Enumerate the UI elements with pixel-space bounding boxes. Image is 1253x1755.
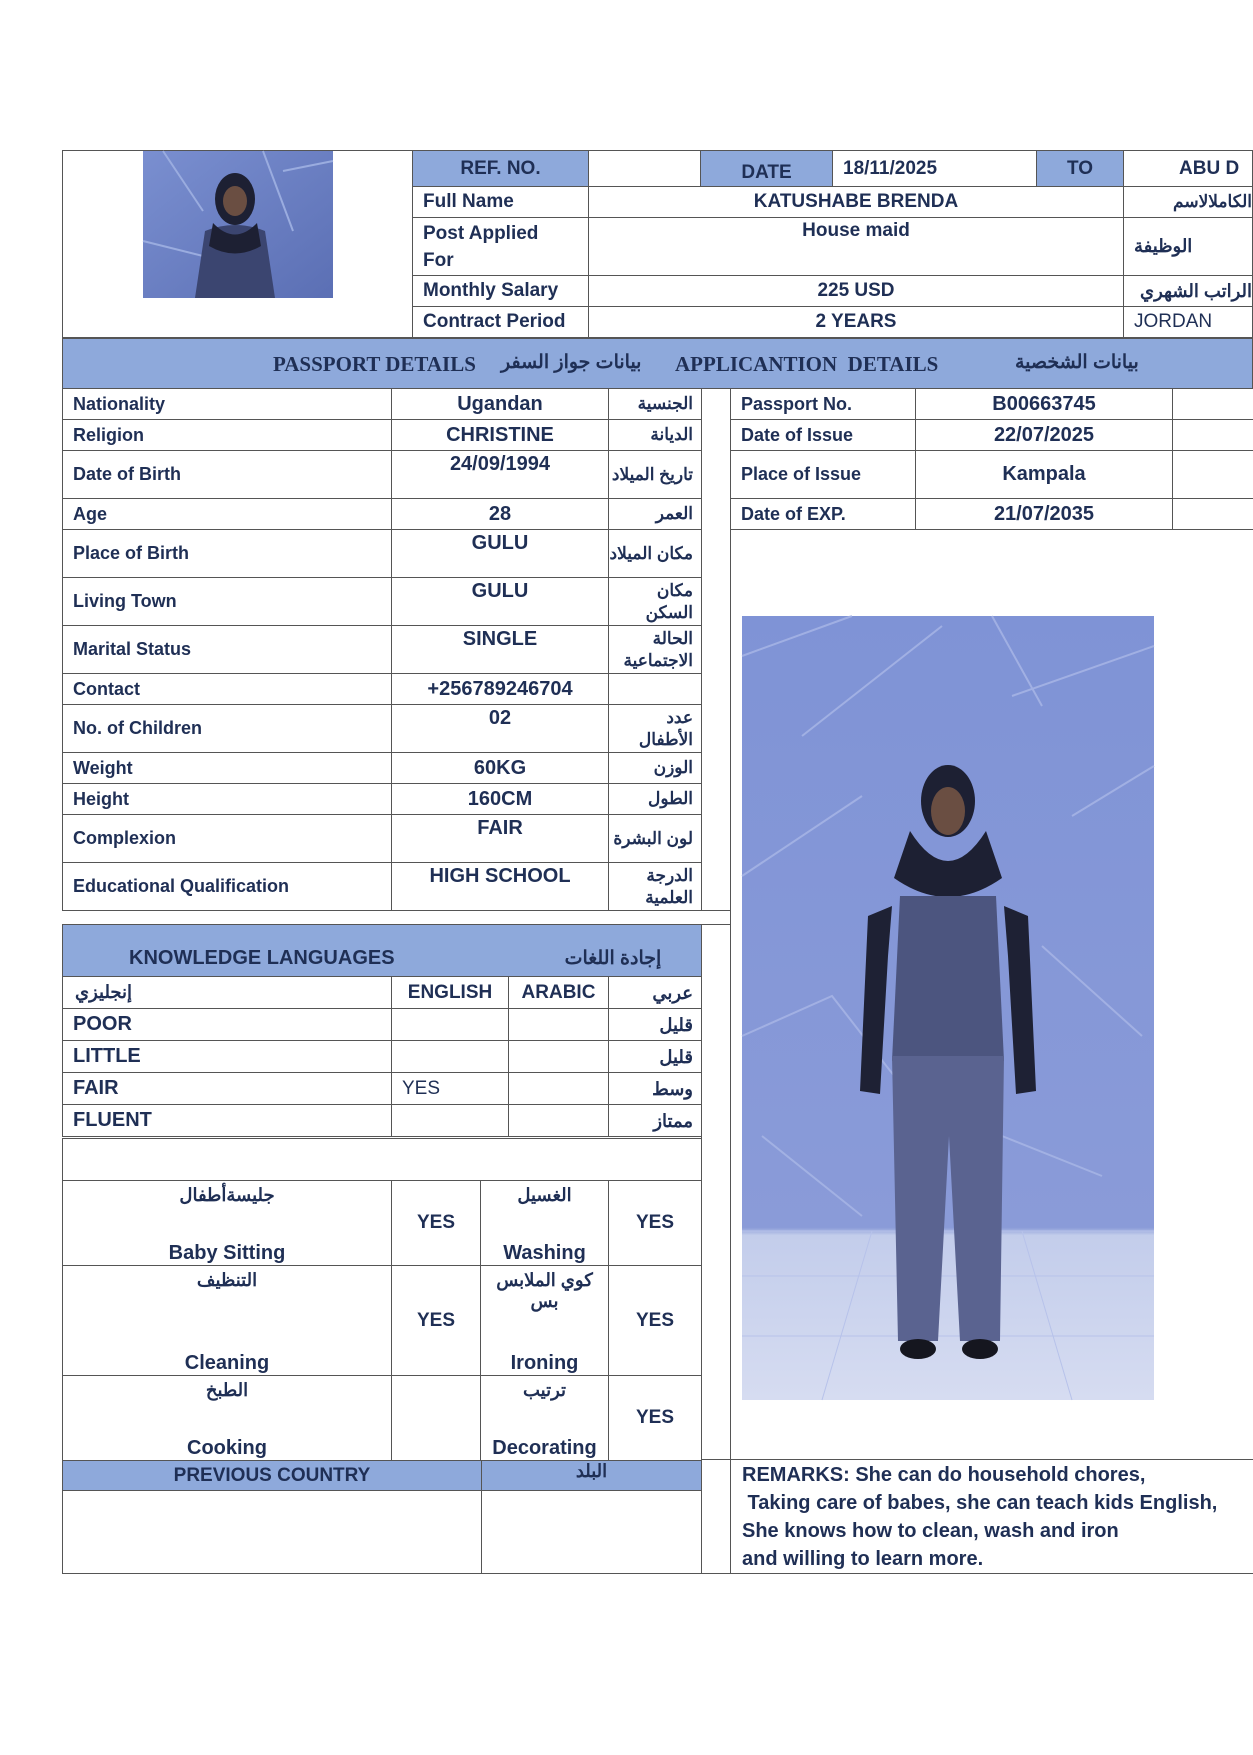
personal-value: 160CM: [391, 783, 609, 815]
personal-ar: الجنسية: [608, 388, 702, 420]
full-photo: [742, 616, 1154, 1400]
skill-label-2: Washing: [503, 1242, 586, 1264]
date-label: DATE: [700, 150, 833, 187]
passport-extra: [1172, 388, 1253, 420]
application-details-ar: بيانات الشخصية: [1015, 352, 1139, 373]
personal-value: 24/09/1994: [391, 450, 609, 499]
lang-level-ar: قليل: [608, 1008, 702, 1041]
remarks-line-2: Taking care of babes, she can teach kids English,: [742, 1492, 1218, 1514]
personal-value: GULU: [391, 577, 609, 626]
lang-level-arabic: [508, 1008, 609, 1041]
lang-arabic-header: ARABIC: [508, 976, 609, 1009]
personal-ar: الحالة الاجتماعية: [608, 625, 702, 674]
personal-value: SINGLE: [391, 625, 609, 674]
ref-no-label: REF. NO.: [412, 150, 589, 187]
personal-value: 28: [391, 498, 609, 530]
passport-value: 21/07/2035: [915, 498, 1173, 530]
passport-label: Passport No.: [730, 388, 916, 420]
remarks-line-3: She knows how to clean, wash and iron: [742, 1520, 1119, 1542]
personal-value: +256789246704: [391, 673, 609, 705]
lang-arabic-ar: عربي: [608, 976, 702, 1009]
passport-value: 22/07/2025: [915, 419, 1173, 451]
full-name-ar: الكاملالاسم: [1123, 186, 1253, 218]
lang-level-label: POOR: [62, 1008, 392, 1041]
personal-ar: لون البشرة: [608, 814, 702, 863]
post-label-text: Post Applied For: [423, 223, 539, 271]
lang-level-english: [391, 1040, 509, 1073]
skill-value-2: YES: [608, 1180, 702, 1266]
personal-ar: الديانة: [608, 419, 702, 451]
personal-value: 60KG: [391, 752, 609, 784]
lang-level-arabic: [508, 1040, 609, 1073]
personal-value: Ugandan: [391, 388, 609, 420]
skill-value-2: YES: [608, 1375, 702, 1461]
skill-ar: الطبخ: [205, 1380, 249, 1400]
personal-label: Contact: [62, 673, 392, 705]
passport-details-title: PASSPORT DETAILS: [273, 352, 476, 376]
post-label: [412, 217, 589, 276]
lang-level-label: FAIR: [62, 1072, 392, 1105]
passport-extra: [1172, 450, 1253, 499]
personal-ar: الطول: [608, 783, 702, 815]
personal-ar: عدد الأطفال: [608, 704, 702, 753]
salary-value: 225 USD: [588, 275, 1124, 307]
passport-label: Date of EXP.: [730, 498, 916, 530]
personal-label: Age: [62, 498, 392, 530]
skill-value: [391, 1375, 481, 1461]
to-label: TO: [1036, 150, 1124, 187]
personal-value: CHRISTINE: [391, 419, 609, 451]
lang-level-arabic: [508, 1104, 609, 1137]
skill-cell: [62, 1180, 392, 1266]
languages-title: KNOWLEDGE LANGUAGES: [129, 947, 395, 969]
personal-label: Marital Status: [62, 625, 392, 674]
personal-label: No. of Children: [62, 704, 392, 753]
passport-details-ar: بيانات جواز السفر: [501, 352, 642, 373]
personal-ar: العمر: [608, 498, 702, 530]
lang-level-ar: ممتاز: [608, 1104, 702, 1137]
salary-ar: الراتب الشهري: [1123, 275, 1253, 307]
personal-label: Religion: [62, 419, 392, 451]
personal-label: Weight: [62, 752, 392, 784]
personal-ar: تاريخ الميلاد: [608, 450, 702, 499]
skill-cell: [62, 1265, 392, 1376]
personal-ar: الوزن: [608, 752, 702, 784]
previous-country-ar: البلد: [481, 1460, 702, 1491]
previous-country-value: [62, 1490, 482, 1574]
personal-value: HIGH SCHOOL: [391, 862, 609, 911]
passport-label: Place of Issue: [730, 450, 916, 499]
lang-level-arabic: [508, 1072, 609, 1105]
personal-label: Place of Birth: [62, 529, 392, 578]
languages-title-ar: إجادة اللغات: [564, 948, 662, 969]
skill-label-2: Ironing: [510, 1352, 579, 1374]
personal-value: GULU: [391, 529, 609, 578]
passport-extra: [1172, 498, 1253, 530]
skill-value: YES: [391, 1265, 481, 1376]
skill-value: YES: [391, 1180, 481, 1266]
skill-cell-2: [480, 1265, 609, 1376]
skill-label: Cooking: [187, 1437, 267, 1459]
previous-country-gap: [701, 1460, 731, 1574]
lang-english-ar: إنجليزي: [62, 976, 392, 1009]
post-value: House maid: [588, 217, 1124, 276]
contract-country: JORDAN: [1123, 306, 1253, 338]
post-ar: الوظيفة: [1123, 217, 1253, 276]
lang-level-label: LITTLE: [62, 1040, 392, 1073]
personal-label: Complexion: [62, 814, 392, 863]
lang-level-label: FLUENT: [62, 1104, 392, 1137]
lang-level-english: [391, 1008, 509, 1041]
personal-ar: مكان السكن: [608, 577, 702, 626]
contract-label: Contract Period: [412, 306, 589, 338]
skill-cell-2: [480, 1375, 609, 1461]
personal-value: 02: [391, 704, 609, 753]
personal-ar: الدرجة العلمية: [608, 862, 702, 911]
skill-ar-2: الغسيل: [517, 1185, 572, 1205]
previous-country-value-ar: [481, 1490, 702, 1574]
personal-ar: [608, 673, 702, 705]
lang-level-english: [391, 1104, 509, 1137]
salary-label: Monthly Salary: [412, 275, 589, 307]
skill-label-2: Decorating: [492, 1437, 597, 1459]
skill-ar-2: ترتيب: [522, 1380, 567, 1400]
personal-label: Date of Birth: [62, 450, 392, 499]
lang-level-ar: قليل: [608, 1040, 702, 1073]
skill-cell-2: [480, 1180, 609, 1266]
passport-extra: [1172, 419, 1253, 451]
passport-label: Date of Issue: [730, 419, 916, 451]
skill-label: Baby Sitting: [168, 1242, 286, 1264]
skill-ar: جليسةأطفال: [179, 1185, 275, 1205]
skill-ar-2: كوي الملابس بس: [496, 1270, 593, 1311]
to-value: ABU D: [1123, 150, 1253, 187]
section-banner: [62, 338, 1253, 389]
skill-ar: التنظيف: [196, 1270, 258, 1290]
skill-cell: [62, 1375, 392, 1461]
full-name-value: KATUSHABE BRENDA: [588, 186, 1124, 218]
application-details-title: APPLICANTION DETAILS: [675, 352, 939, 376]
languages-header: [62, 924, 702, 977]
contract-value: 2 YEARS: [588, 306, 1124, 338]
personal-label: Height: [62, 783, 392, 815]
personal-label: Nationality: [62, 388, 392, 420]
date-value: 18/11/2025: [832, 150, 1037, 187]
lang-level-english: YES: [391, 1072, 509, 1105]
personal-value: FAIR: [391, 814, 609, 863]
small-photo: [143, 151, 333, 298]
lang-spacer-row: [62, 1138, 702, 1181]
lang-level-ar: وسط: [608, 1072, 702, 1105]
ref-no-value: [588, 150, 701, 187]
passport-value: Kampala: [915, 450, 1173, 499]
lang-english-header: ENGLISH: [391, 976, 509, 1009]
skill-value-2: YES: [608, 1265, 702, 1376]
full-name-label: Full Name: [412, 186, 589, 218]
passport-value: B00663745: [915, 388, 1173, 420]
remarks-line-4: and willing to learn more.: [742, 1548, 984, 1570]
personal-label: Living Town: [62, 577, 392, 626]
lang-gap-column: [701, 924, 731, 1460]
personal-label: Educational Qualification: [62, 862, 392, 911]
remarks-line-1: REMARKS: She can do household chores,: [742, 1464, 1146, 1486]
skill-label: Cleaning: [184, 1352, 270, 1374]
personal-ar: مكان الميلاد: [608, 529, 702, 578]
personal-gap-column: [701, 388, 731, 911]
previous-country-label: PREVIOUS COUNTRY: [62, 1460, 482, 1491]
